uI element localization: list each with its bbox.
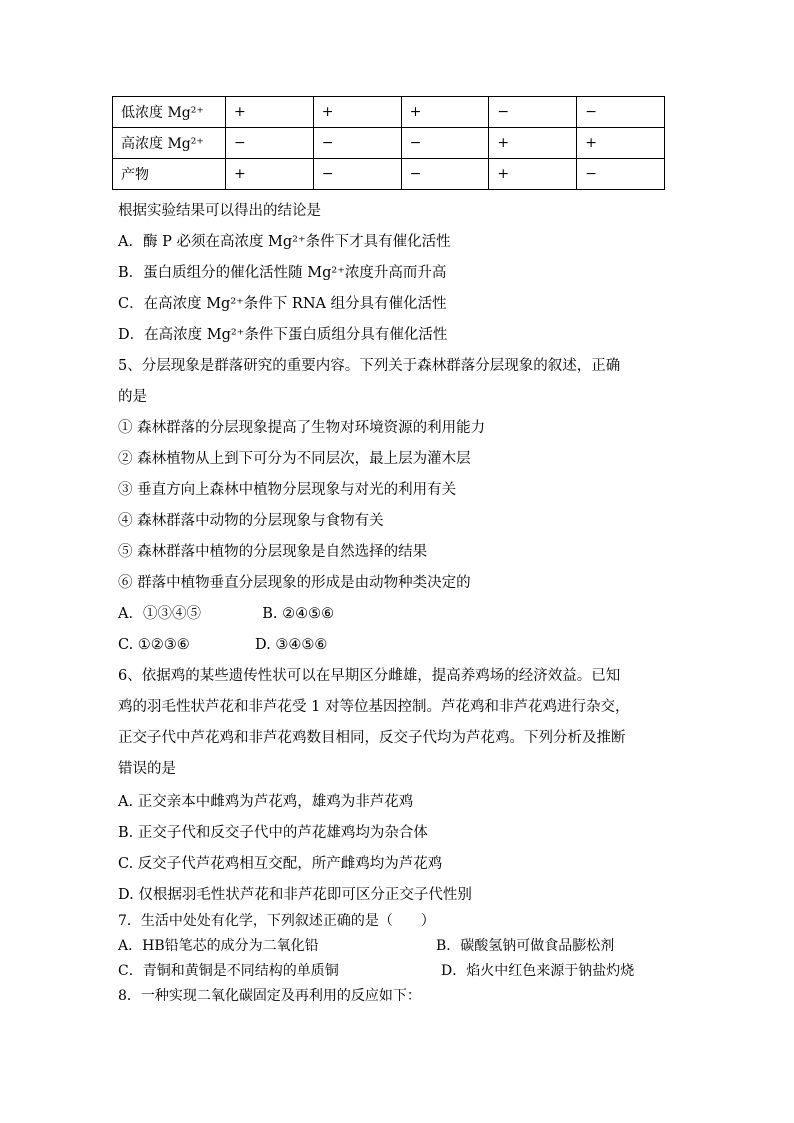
table-row xyxy=(113,128,665,159)
q5-item-2: ② 森林植物从上到下可分为不同层次，最上层为灌木层 xyxy=(118,451,471,467)
q7-options-row2 xyxy=(118,961,634,981)
q4-stem: 根据实验结果可以得出的结论是 xyxy=(118,203,321,219)
table-cell: + xyxy=(489,159,577,190)
q7-stem: 7．生活中处处有化学，下列叙述正确的是（ ） xyxy=(118,913,435,929)
q5-stem-line1: 5、分层现象是群落研究的重要内容。下列关于森林群落分层现象的叙述，正确 xyxy=(118,358,621,374)
q7-option-a: A．HB铅笔芯的成分为二氧化铅 xyxy=(118,938,319,954)
table-cell: + xyxy=(489,128,577,159)
q5-option-d: D. ③④⑤⑥ xyxy=(255,637,328,653)
experiment-table xyxy=(112,96,665,190)
q5-option-b: B. ②④⑤⑥ xyxy=(262,606,335,622)
table-cell: + xyxy=(226,159,314,190)
table-row xyxy=(113,159,665,190)
q5-item-1: ① 森林群落的分层现象提高了生物对环境资源的利用能力 xyxy=(118,420,486,436)
q6-option-b: B. 正交子代和反交子代中的芦花雄鸡均为杂合体 xyxy=(118,825,428,841)
table-cell: + xyxy=(577,128,665,159)
table-cell: − xyxy=(577,159,665,190)
q6-option-a: A. 正交亲本中雌鸡为芦花鸡，雄鸡为非芦花鸡 xyxy=(118,794,414,810)
q6-stem-line4: 错误的是 xyxy=(118,761,176,777)
q7-option-b: B．碳酸氢钠可做食品膨松剂 xyxy=(436,938,615,954)
q6-stem-line1: 6、依据鸡的某些遗传性状可以在早期区分雌雄，提高养鸡场的经济效益。已知 xyxy=(118,668,621,684)
q5-item-4: ④ 森林群落中动物的分层现象与食物有关 xyxy=(118,513,384,529)
table-cell: − xyxy=(313,128,401,159)
table-cell: − xyxy=(401,128,489,159)
q4-option-b: B．蛋白质组分的催化活性随 Mg²⁺浓度升高而升高 xyxy=(118,265,447,281)
q5-option-c: C. ①②③⑥ xyxy=(118,637,190,653)
q6-option-c: C. 反交子代芦花鸡相互交配，所产雌鸡均为芦花鸡 xyxy=(118,856,443,872)
table-cell: + xyxy=(401,97,489,128)
q5-item-5: ⑤ 森林群落中植物的分层现象是自然选择的结果 xyxy=(118,544,428,560)
q4-option-d: D．在高浓度 Mg²⁺条件下蛋白质组分具有催化活性 xyxy=(118,327,448,343)
q4-option-a: A．酶 P 必须在高浓度 Mg²⁺条件下才具有催化活性 xyxy=(118,234,451,250)
table-cell: − xyxy=(489,97,577,128)
table-row xyxy=(113,97,665,128)
q5-options-row2 xyxy=(118,635,327,655)
table-cell: + xyxy=(226,97,314,128)
q5-item-6: ⑥ 群落中植物垂直分层现象的形成是由动物种类决定的 xyxy=(118,575,471,591)
q4-option-c: C．在高浓度 Mg²⁺条件下 RNA 组分具有催化活性 xyxy=(118,296,447,312)
q6-stem-line3: 正交子代中芦花鸡和非芦花鸡数目相同，反交子代均为芦花鸡。下列分析及推断 xyxy=(118,730,626,746)
q7-options-row1 xyxy=(118,936,614,956)
row-label: 低浓度 Mg²⁺ xyxy=(113,97,226,128)
q5-item-3: ③ 垂直方向上森林中植物分层现象与对光的利用有关 xyxy=(118,482,457,498)
q6-stem-line2: 鸡的羽毛性状芦花和非芦花受 1 对等位基因控制。芦花鸡和非芦花鸡进行杂交， xyxy=(118,699,630,715)
q7-option-d: D．焰火中红色来源于钠盐灼烧 xyxy=(441,963,635,979)
row-label: 产物 xyxy=(113,159,226,190)
row-label: 高浓度 Mg²⁺ xyxy=(113,128,226,159)
table-cell: − xyxy=(401,159,489,190)
q6-option-d: D. 仅根据羽毛性状芦花和非芦花即可区分正交子代性别 xyxy=(118,887,472,903)
table-cell: − xyxy=(226,128,314,159)
q7-option-c: C．青铜和黄铜是不同结构的单质铜 xyxy=(118,963,339,979)
q8-stem: 8．一种实现二氧化碳固定及再利用的反应如下： xyxy=(118,988,421,1004)
table-cell: − xyxy=(313,159,401,190)
q5-option-a: A．①③④⑤ xyxy=(118,606,201,622)
table-cell: + xyxy=(313,97,401,128)
q5-stem-line2: 的是 xyxy=(118,389,147,405)
q5-options-row1 xyxy=(118,604,334,624)
table-cell: − xyxy=(577,97,665,128)
